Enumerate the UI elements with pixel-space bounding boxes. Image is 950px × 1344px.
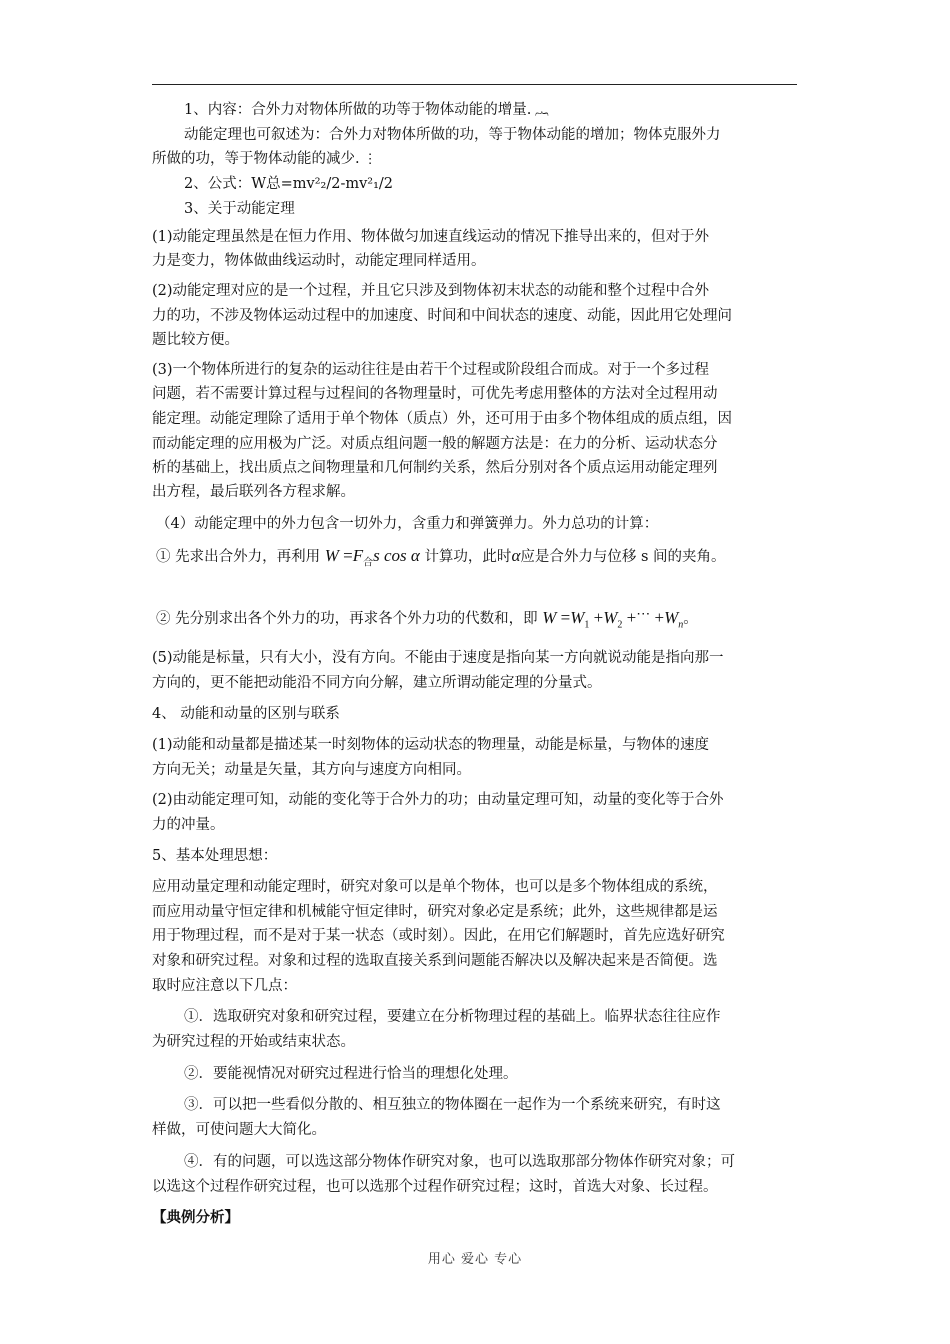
method-two-line (156, 604, 698, 639)
paragraph-line: （4）动能定理中的外力包含一切外力，含重力和弹簧弹力。外力总功的计算： (156, 516, 659, 532)
formula-symbol: W (570, 608, 585, 627)
formula-subscript: 2 (617, 619, 623, 631)
paragraph-line: 题比较方便。 (152, 332, 239, 348)
formula-symbol: F (352, 546, 364, 565)
paragraph-line: 方向的，更不能把动能沿不同方向分解，建立所谓动能定理的分量式。 (152, 675, 602, 691)
text: ② 先分别求出各个外力的功，再求各个外力功的代数和，即 (156, 611, 538, 627)
paragraph-line: 而动能定理的应用极为广泛。对质点组问题一般的解题方法是：在力的分析、运动状态分 (152, 436, 718, 452)
sum-formula (542, 607, 684, 631)
paragraph-line: 力是变力，物体做曲线运动时，动能定理同样适用。 (152, 253, 486, 269)
content-item-1 (184, 100, 548, 121)
formula-symbol: W (324, 546, 339, 565)
formula-symbol: + (654, 608, 665, 627)
paragraph-line: (2)由动能定理可知，动能的变化等于合外力的功；由动量定理可知，动量的变化等于合外 (152, 792, 724, 808)
text: 应是合外力与位移 s 间的夹角。 (520, 549, 726, 565)
point-line: ③．可以把一些看似分散的、相互独立的物体圈在一起作为一个系统来研究，有时这 (184, 1097, 721, 1113)
paragraph-line: (1)动能和动量都是描述某一时刻物体的运动状态的物理量，动能是标量，与物体的速度 (152, 737, 710, 753)
point-line: ①．选取研究对象和研究过程，要建立在分析物理过程的基础上。临界状态往往应作 (184, 1009, 721, 1025)
paragraph-line: 能定理。动能定理除了适用于单个物体（质点）外，还可用于由多个物体组成的质点组，因 (152, 411, 732, 427)
paragraph-line: 方向无关；动量是矢量，其方向与速度方向相同。 (152, 762, 471, 778)
formula-subscript: n (678, 619, 684, 631)
stray-mark: ⋮ (363, 152, 377, 167)
point-line: ②．要能视情况对研究过程进行恰当的理想化处理。 (184, 1066, 518, 1082)
formula-symbol: + (593, 608, 604, 627)
point-line: 以选这个过程作研究过程，也可以选那个过程作研究过程；这时，首选大对象、长过程。 (152, 1179, 718, 1195)
paragraph-line: (5)动能是标量，只有大小，没有方向。不能由于速度是指向某一方向就说动能是指向那一 (152, 650, 724, 666)
alpha-symbol: α (511, 546, 521, 565)
work-formula (324, 546, 420, 569)
paragraph-line: 用于物理过程，而不是对于某一状态（或时刻）。因此，在用它们解题时，首先应选好研究 (152, 928, 725, 944)
formula-symbol: s cos α (373, 546, 420, 565)
restatement-line: 动能定理也可叙述为：合外力对物体所做的功，等于物体动能的增加；物体克服外力 (184, 127, 721, 143)
paragraph-line: 取时应注意以下几点： (152, 978, 297, 994)
page-footer: 用心 爱心 专心 (427, 1252, 523, 1267)
method-one-line (156, 542, 726, 577)
point-line: 样做，可使问题大大简化。 (152, 1122, 326, 1138)
formula-symbol: W (603, 608, 618, 627)
paragraph-line: 而应用动量守恒定律和机械能守恒定律时，研究对象必定是系统；此外，这些规律都是运 (152, 904, 718, 920)
paragraph-line: 析的基础上，找出质点之间物理量和几何制约关系，然后分别对各个质点运用动能定理列 (152, 460, 718, 476)
formula-subscript: 1 (584, 619, 590, 631)
section-title: 4、 动能和动量的区别与联系 (152, 706, 340, 722)
formula-line: 2、公式：W总=mv²₂/2-mv²₁/2 (184, 176, 394, 192)
restatement-line (152, 149, 377, 170)
paragraph-line: 对象和研究过程。对象和过程的选取直接关系到问题能否解决以及解决起来是否简便。选 (152, 953, 718, 969)
paragraph-line: 应用动量定理和动能定理时，研究对象可以是单个物体，也可以是多个物体组成的系统， (152, 879, 718, 895)
formula-symbol: = (343, 546, 353, 565)
text: 1、内容：合外力对物体所做的功等于物体动能的增量. (184, 102, 532, 118)
formula-symbol: W (542, 608, 557, 627)
point-line: ④．有的问题，可以选这部分物体作研究对象，也可以选取那部分物体作研究对象；可 (184, 1154, 735, 1170)
text: 所做的功，等于物体动能的减少. (152, 151, 360, 167)
paragraph-line: (1)动能定理虽然是在恒力作用、物体做匀加速直线运动的情况下推导出来的，但对于外 (152, 229, 710, 245)
stray-mark: ︷ (535, 103, 549, 118)
header-rule (152, 84, 797, 85)
paragraph-line: 问题，若不需要计算过程与过程间的各物理量时，可优先考虑用整体的方法对全过程用动 (152, 386, 718, 402)
paragraph-line: (3)一个物体所进行的复杂的运动往往是由若干个过程或阶段组合而成。对于一个多过程 (152, 362, 710, 378)
point-line: 为研究过程的开始或结束状态。 (152, 1034, 355, 1050)
section-title: 3、关于动能定理 (184, 201, 295, 217)
text: 计算功，此时 (424, 549, 512, 565)
paragraph-line: 力的功，不涉及物体运动过程中的加速度、时间和中间状态的速度、动能，因此用它处理问 (152, 308, 732, 324)
paragraph-line: 力的冲量。 (152, 817, 225, 833)
section-title: 5、基本处理思想： (152, 848, 278, 864)
formula-ellipsis: ⋯ (636, 607, 651, 622)
paragraph-line: (2)动能定理对应的是一个过程，并且它只涉及到物体初末状态的动能和整个过程中合外 (152, 283, 710, 299)
formula-subscript: 合 (363, 557, 374, 569)
section-heading: 【典例分析】 (152, 1209, 239, 1226)
formula-symbol: W (664, 608, 679, 627)
formula-symbol: + (626, 608, 637, 627)
formula-symbol: = (560, 608, 571, 627)
text: ① 先求出合外力，再利用 (156, 549, 321, 565)
paragraph-line: 出方程，最后联列各方程求解。 (152, 484, 355, 500)
text: 。 (683, 611, 698, 627)
